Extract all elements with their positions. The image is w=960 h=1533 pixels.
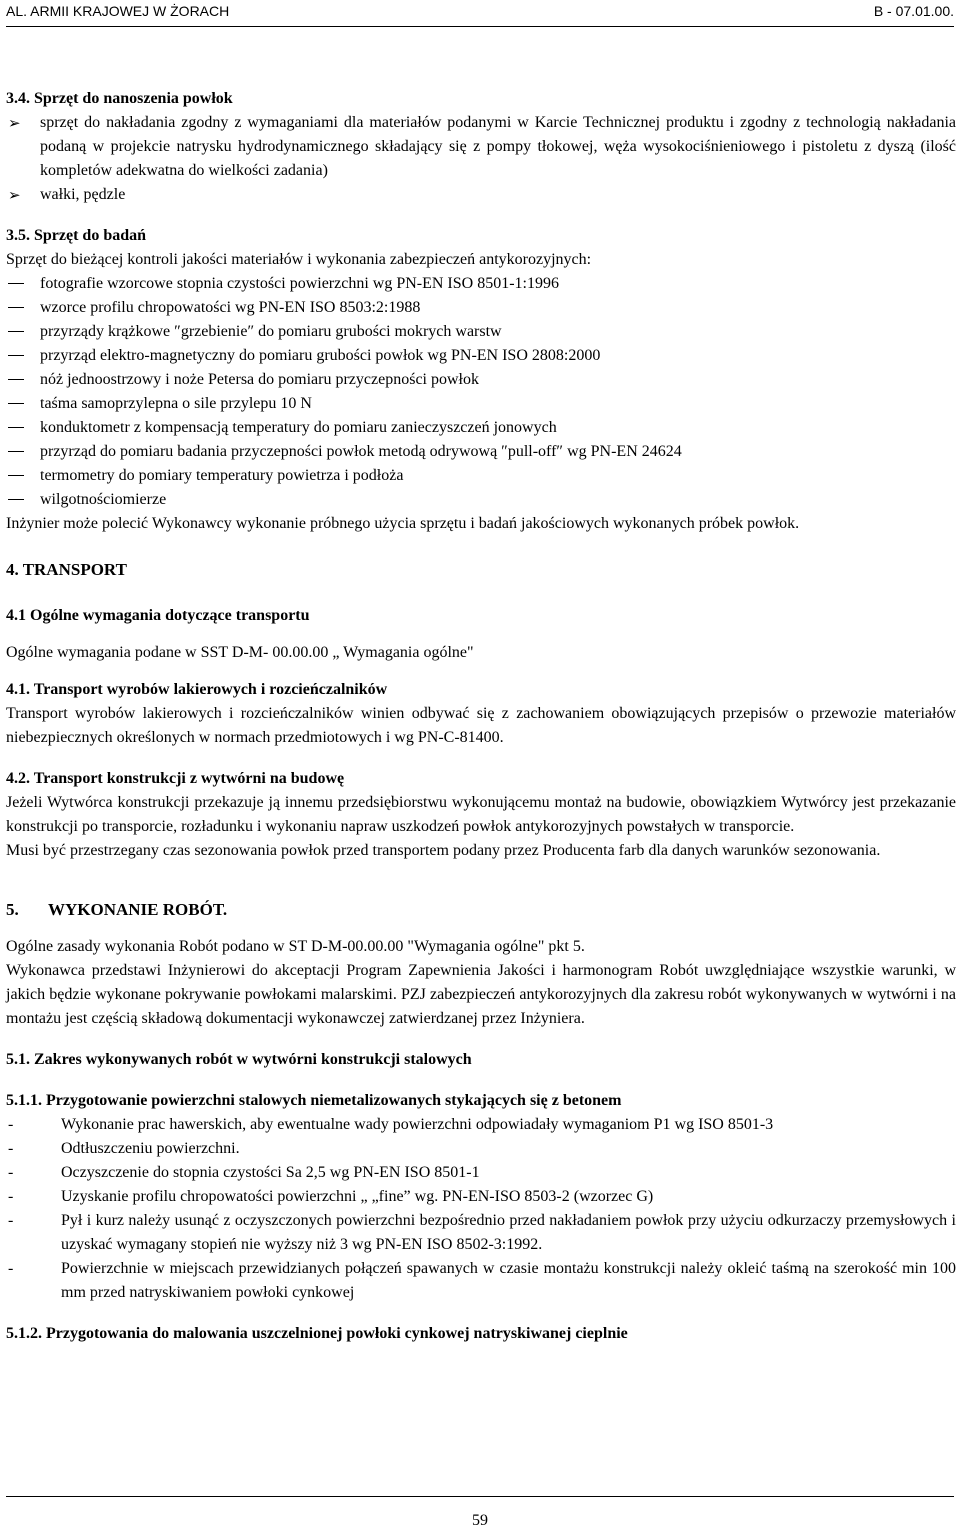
list-item: nóż jednoostrzowy i noże Petersa do pomiaru przyczepności powłok xyxy=(6,368,956,392)
section-4-1-1-text: Transport wyrobów lakierowych i rozcieńczalników winien odbywać się z zachowaniem obowiązujących przepisów o przewozie materiałów niebezpiecznych określonych w normach przedmiotowych i wg PN-C-81400. xyxy=(6,705,956,746)
dash-bullet-icon xyxy=(8,499,24,500)
list-item: ➢ sprzęt do nakładania zgodny z wymaganiami dla materiałów podanymi w Karcie Technicznej produktu i zgodny z technologią nakładania podaną w projekcie natrysku hydrodynamicznego składający się z pompy tłokowej, węża wysokociśnieniowego i pistoletu z dyszą (ilość kompletów adekwatna do wielkości zadania) xyxy=(6,111,956,183)
document-body xyxy=(6,87,956,1346)
section-4-1-text: Ogólne wymagania podane w SST D-M- 00.00.00 „ Wymagania ogólne" xyxy=(6,644,474,661)
section-3-5-title: 3.5. Sprzęt do badań xyxy=(6,227,147,244)
list-item: przyrząd do pomiaru badania przyczepności powłok metodą odrywową ″pull-off″ wg PN-EN 24624 xyxy=(6,440,956,464)
list-item: termometry do pomiary temperatury powietrza i podłoża xyxy=(6,464,956,488)
list-item: - Wykonanie prac hawerskich, aby ewentualne wady powierzchni odpowiadały wymaganiom P1 wg ISO 8501-3 xyxy=(8,1116,774,1133)
section-4-2-title: 4.2. Transport konstrukcji z wytwórni na budowę xyxy=(6,770,345,787)
header-right: B - 07.01.00. xyxy=(873,3,954,19)
list-item: wilgotnościomierze xyxy=(6,488,956,512)
dash-bullet-icon xyxy=(8,307,24,308)
section-3-4-title: 3.4. Sprzęt do nanoszenia powłok xyxy=(6,90,233,107)
section-3-5-list xyxy=(6,272,956,512)
list-item: - Uzyskanie profilu chropowatości powierzchni „ „fine” wg. PN-EN-ISO 8503-2 (wzorzec G) xyxy=(8,1188,654,1205)
dash-bullet-icon xyxy=(8,427,24,428)
list-item: konduktometr z kompensacją temperatury do pomiaru zanieczyszczeń jonowych xyxy=(6,416,956,440)
section-5-1-1-title: 5.1.1. Przygotowanie powierzchni stalowych niemetalizowanych stykających się z betonem xyxy=(6,1092,622,1109)
list-item: - Pył i kurz należy usunąć z oczyszczonych powierzchni bezpośrednio przed nakładaniem powłok przy użyciu odkurzaczy przemysłowych i uzyskać wymagany stopień nie wyższy niż 3 wg PN-EN ISO 8502-3:1992. xyxy=(8,1212,956,1253)
arrow-bullet-icon: ➢ xyxy=(8,114,21,132)
section-3-5-intro: Sprzęt do bieżącej kontroli jakości materiałów i wykonania zabezpieczeń antykorozyjnych: xyxy=(6,251,592,268)
dash-bullet-icon xyxy=(8,451,24,452)
section-5-title: 5. WYKONANIE ROBÓT. xyxy=(6,900,228,919)
list-item: fotografie wzorcowe stopnia czystości powierzchni wg PN-EN ISO 8501-1:1996 xyxy=(6,272,956,296)
section-4-1-title: 4.1 Ogólne wymagania dotyczące transportu xyxy=(6,607,310,624)
section-5-text-2: Wykonawca przedstawi Inżynierowi do akceptacji Program Zapewnienia Jakości i harmonogram Robót uwzględniające wszystkie warunki, w jakich będzie wykonane pokrywanie powłokami malarskimi. PZJ zabezpieczeń antykorozyjnych dla zakresu robót wykonywanych w wytwórni i na montażu jest częścią składową dokumentacji wykonawczej zatwierdzanej przez Inżyniera. xyxy=(6,962,956,1027)
header-left: AL. ARMII KRAJOWEJ W ŻORACH xyxy=(6,3,230,19)
section-4-2-text-2: Musi być przestrzegany czas sezonowania powłok przed transportem podany przez Producenta farb dla danych warunków sezonowania. xyxy=(6,842,881,859)
section-3-4-list xyxy=(6,111,956,207)
page-header xyxy=(6,0,954,27)
section-5-1-2-title: 5.1.2. Przygotowania do malowania uszczelnionej powłoki cynkowej natryskiwanej cieplnie xyxy=(6,1325,628,1342)
dash-bullet-icon xyxy=(8,379,24,380)
list-item: przyrząd elektro-magnetyczny do pomiaru grubości powłok wg PN-EN ISO 2808:2000 xyxy=(6,344,956,368)
section-4-1-1-title: 4.1. Transport wyrobów lakierowych i rozcieńczalników xyxy=(6,681,388,698)
section-4-title: 4. TRANSPORT xyxy=(6,560,127,579)
section-4-2-text-1: Jeżeli Wytwórca konstrukcji przekazuje ją innemu przedsiębiorstwu wykonującemu montaż na budowie, obowiązkiem Wytwórcy jest przekazanie konstrukcji po transporcie, rozładunku i wykonaniu napraw uszkodzeń powłok antykorozyjnych powstałych w transporcie. xyxy=(6,794,956,835)
page-number: 59 xyxy=(472,1512,488,1529)
list-item: - Oczyszczenie do stopnia czystości Sa 2,5 wg PN-EN ISO 8501-1 xyxy=(8,1164,480,1181)
section-5-1-title: 5.1. Zakres wykonywanych robót w wytwórni konstrukcji stalowych xyxy=(6,1051,472,1068)
arrow-bullet-icon: ➢ xyxy=(8,186,21,204)
section-5-text-1: Ogólne zasady wykonania Robót podano w ST D-M-00.00.00 "Wymagania ogólne" pkt 5. xyxy=(6,938,585,955)
list-item: - Powierzchnie w miejscach przewidzianych połączeń spawanych w czasie montażu konstrukcji należy okleić taśmą na szerokość min 100 mm przed natryskiwaniem powłoki cynkowej xyxy=(8,1260,956,1301)
dash-bullet-icon xyxy=(8,283,24,284)
list-item: ➢ wałki, pędzle xyxy=(6,183,956,207)
list-item: przyrządy krążkowe ″grzebienie″ do pomiaru grubości mokrych warstw xyxy=(6,320,956,344)
dash-bullet-icon xyxy=(8,403,24,404)
dash-bullet-icon xyxy=(8,475,24,476)
list-item: wzorce profilu chropowatości wg PN-EN ISO 8503:2:1988 xyxy=(6,296,956,320)
section-5-1-1-list xyxy=(6,1113,956,1305)
footer-divider xyxy=(6,1496,954,1497)
dash-bullet-icon xyxy=(8,355,24,356)
dash-bullet-icon xyxy=(8,331,24,332)
section-3-5-closing: Inżynier może polecić Wykonawcy wykonanie próbnego użycia sprzętu i badań jakościowych wykonanych próbek powłok. xyxy=(6,515,800,532)
list-item: - Odtłuszczeniu powierzchni. xyxy=(8,1140,240,1157)
list-item: taśma samoprzylepna o sile przylepu 10 N xyxy=(6,392,956,416)
